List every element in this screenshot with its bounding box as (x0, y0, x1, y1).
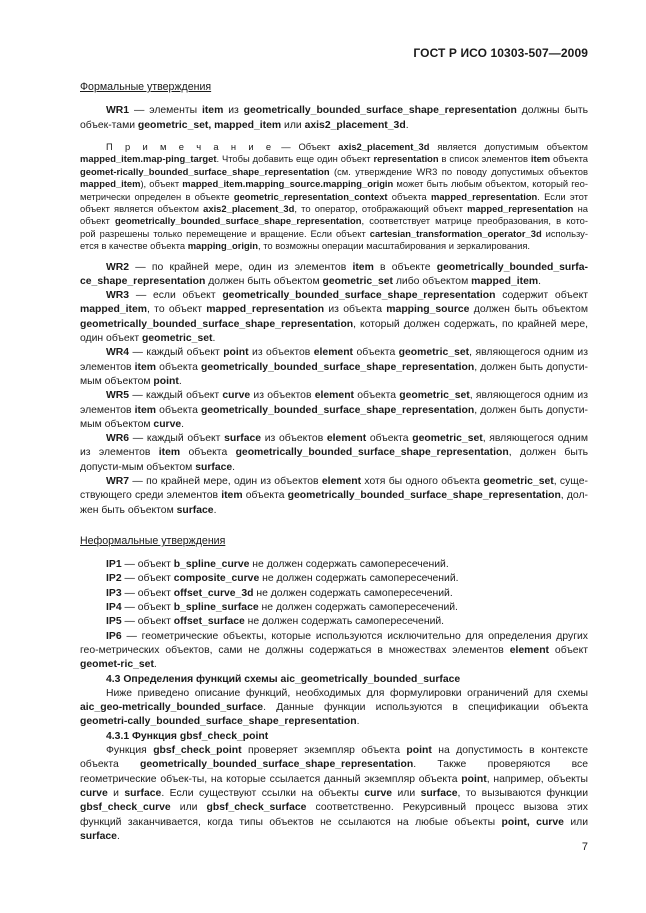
section-4-3-paragraph (80, 687, 588, 730)
bold-term: item (201, 105, 224, 117)
bold-term: geometric_set (399, 390, 470, 402)
text-run: . Чтобы добавить еще один объект (216, 153, 374, 165)
bold-term: geometrically_bounded_surfa-ce_shape_representation (80, 261, 588, 287)
text-run: должен быть объектом (205, 275, 323, 287)
text-run: — объект (121, 559, 174, 571)
bold-term: element (509, 644, 550, 656)
bold-term: point (406, 745, 432, 757)
proposition-ip3 (80, 587, 588, 601)
text-run: из объектов (248, 347, 314, 359)
text-run: не должен содержать самопересечений. (244, 616, 445, 628)
bold-term: geometric_set (398, 347, 470, 359)
rule-wr1 (80, 104, 588, 133)
text-run: не должен содержать самопересечений. (259, 573, 459, 585)
text-run: , то оператор, отображающий объект (294, 202, 468, 214)
text-run: — если объект (129, 290, 223, 302)
text-run: объекта (156, 404, 202, 416)
bold-term: WR4 (106, 347, 130, 359)
text-run: на допустимость в контексте объекта (80, 745, 588, 771)
bold-term: gbsf_check_point (153, 745, 242, 757)
text-run: , соответствует матрице преобразования, в кото-рой разрешены только перемещение и вращение. Если объект (80, 215, 588, 239)
bold-term: point (461, 773, 487, 785)
bold-term: surface (176, 504, 214, 516)
bold-term: axis2_placement_3d (203, 202, 295, 214)
text-run: , дол-жен быть объектом (80, 490, 588, 516)
text-run: либо объектом (392, 275, 472, 287)
text-run: на объект (80, 202, 589, 227)
text-run: — по крайней мере, один из объектов (129, 476, 322, 487)
bold-term: mapped_item.map-ping_target (80, 153, 217, 165)
text-run: . (178, 375, 182, 387)
bold-term: offset_surface (173, 616, 245, 628)
bold-term: WR1 (106, 105, 130, 117)
rule-wr4 (80, 346, 588, 389)
bold-term: IP2 (106, 573, 122, 585)
rule-wr7 (80, 475, 588, 518)
text-run: — по крайней мере, один из элементов (129, 261, 353, 273)
bold-term: WR5 (106, 390, 130, 402)
bold-term: WR7 (106, 476, 130, 487)
proposition-ip1 (80, 558, 588, 572)
text-run: . (356, 716, 360, 728)
text-run: объекта (354, 390, 400, 402)
proposition-ip5 (80, 615, 588, 629)
text-run: или (170, 802, 207, 814)
bold-term: mapped_item (80, 304, 147, 316)
section-4-3-heading: 4.3 Определения функций схемы aic_geometrically_bounded_surface (106, 673, 461, 685)
text-run: , то вызываются функции (457, 787, 588, 799)
text-run: объекта (242, 490, 288, 502)
bold-term: aic_geo-metrically_bounded_surface (80, 702, 264, 714)
bold-term: point (223, 347, 249, 359)
text-run: не должен содержать самопересечений. (258, 602, 458, 614)
formal-statements-heading: Формальные утверждения (80, 81, 212, 93)
text-run: . Если этот объект является объектом (80, 190, 588, 214)
text-run: объекта (387, 190, 431, 202)
text-run: объекта (366, 433, 413, 445)
text-run: — каждый объект (129, 390, 223, 402)
bold-term: mapped_item.mapping_source.mapping_origin (182, 178, 394, 190)
bold-term: geometrically_bounded_surface_shape_representation (287, 490, 561, 502)
text-run: и (107, 787, 125, 799)
bold-term: composite_curve (173, 573, 260, 585)
bold-term: element (321, 476, 362, 487)
bold-term: IP1 (106, 559, 122, 571)
text-run: , то возможны операции масштабирования и зеркалирования. (258, 240, 531, 252)
bold-term: item (134, 404, 157, 416)
bold-term: geometrically_bounded_surface_shape_representation (222, 290, 496, 302)
bold-term: surface (80, 830, 117, 842)
bold-term: item (221, 490, 243, 502)
text-run: в объекте (373, 261, 437, 273)
bold-term: geometric_set (142, 333, 213, 345)
text-run: — каждый объект (129, 347, 224, 359)
text-run: — объект (121, 573, 174, 585)
bold-term: point, curve (501, 816, 564, 828)
text-run: . (213, 504, 217, 516)
bold-term: mapping_origin (187, 240, 259, 252)
text-run: соответственно. Рекурсивный процесс вызова этих функций заканчивается, когда типы объектов не ссылаются на любые объекты (80, 802, 588, 828)
text-run: , то объект (146, 304, 207, 316)
rule-wr3 (80, 289, 588, 346)
bold-term: offset_curve_3d (173, 587, 254, 599)
text-run: объекта (550, 153, 588, 165)
bold-term: surface (224, 433, 262, 445)
bold-term: WR3 (106, 290, 130, 302)
text-run: Ниже приведено описание функций, необходимых для формулировки ограничений для схемы (106, 687, 588, 699)
text-run: — Объект (273, 140, 339, 152)
bold-term: mapped_representation (431, 190, 538, 202)
text-run: , являющегося одним из элементов (80, 390, 589, 416)
proposition-ip6 (80, 630, 588, 673)
text-run: Функция (106, 745, 154, 757)
text-run: содержит объект (495, 290, 589, 302)
bold-term: geometrically_bounded_surface_shape_representation (243, 105, 517, 117)
text-run: объект (549, 644, 589, 656)
bold-term: geometrically_bounded_surface_shape_representation (140, 759, 414, 771)
bold-term: surface (420, 787, 458, 799)
text-run: . (116, 830, 120, 842)
bold-term: curve (153, 418, 182, 430)
text-run: . Данные функции используются в спецификации объекта (263, 702, 588, 714)
text-run: объекта (353, 347, 399, 359)
text-run: — элементы (129, 105, 202, 117)
text-run: , который должен содержать, по крайней мере, один объект (80, 318, 588, 345)
text-run: объекта (180, 447, 236, 459)
text-run: (см. утверждение WR3 по поводу допустимых объектов (329, 165, 588, 177)
text-run: — объект (121, 602, 174, 614)
bold-term: mapped_item (471, 275, 539, 287)
text-run: не должен содержать самопересечений. (249, 559, 449, 571)
text-run: из объектов (250, 390, 315, 402)
bold-term: item (134, 361, 157, 373)
text-run: , должен быть допусти-мым объектом (80, 404, 588, 430)
text-run: — объект (121, 616, 174, 628)
bold-term: element (313, 347, 354, 359)
bold-term: item (158, 447, 181, 459)
bold-term: curve (364, 787, 393, 799)
bold-term: IP6 (106, 630, 122, 642)
bold-term: point (153, 375, 179, 387)
bold-term: axis2_placement_3d (338, 140, 430, 152)
text-run: из объекта (324, 304, 387, 316)
text-run: , суще-ствующего среди элементов (80, 476, 588, 502)
text-run: использу-ется в качестве объекта (80, 227, 588, 252)
bold-term: mapped_item (80, 178, 141, 190)
bold-term: geometri-cally_bounded_surface_shape_representation (80, 716, 357, 728)
text-run: . Также проверяются все геометрические объек-ты, на которые ссылается данный экземпляр объекта (80, 759, 588, 785)
standard-header: ГОСТ Р ИСО 10303-507—2009 (413, 46, 588, 60)
bold-term: geometric_set (322, 275, 393, 287)
rule-wr2 (80, 261, 588, 290)
text-run: , должен быть допусти-мым объектом (80, 447, 589, 473)
text-run: . Если существуют ссылки на объекты (161, 787, 365, 799)
text-run: хотя бы одного объекта (361, 476, 484, 487)
bold-term: mapped_representation (206, 304, 325, 316)
text-run: . (538, 275, 541, 287)
bold-term: geometrically_bounded_surface_shape_representation (80, 318, 354, 330)
bold-term: item (352, 261, 374, 273)
text-run: ), объект (140, 178, 183, 190)
text-run: в список элементов (438, 153, 531, 165)
bold-term: gbsf_check_curve (80, 802, 171, 814)
bold-term: geometric_set (483, 476, 554, 487)
bold-term: curve (80, 787, 108, 799)
note-label: П р и м е ч а н и е (106, 140, 274, 152)
section-4-3-1-paragraph (80, 744, 588, 844)
bold-term: IP3 (106, 587, 122, 599)
bold-term: item (530, 153, 551, 165)
text-run: . (405, 119, 409, 131)
text-run: может быть любым объектом, который гео-метрически определен в объекте (80, 178, 588, 202)
section-4-3-1-heading: 4.3.1 Функция gbsf_check_point (106, 730, 269, 742)
text-run: . (153, 659, 157, 671)
text-run: — объект (121, 587, 174, 599)
bold-term: geometrically_bounded_surface_shape_representation (235, 447, 509, 459)
page-number: 7 (581, 841, 588, 853)
informal-statements-heading: Неформальные утверждения (80, 534, 226, 547)
bold-term: WR2 (106, 261, 130, 273)
bold-term: geometrically_bounded_surface_shape_representation (201, 404, 475, 416)
text-run: , должен быть допусти-мым объектом (80, 361, 588, 387)
rule-wr5 (80, 389, 588, 432)
bold-term: mapped_representation (467, 202, 574, 214)
note-paragraph (80, 141, 588, 253)
text-run: объекта (156, 361, 202, 373)
bold-term: geometric_set, mapped_item (137, 119, 282, 131)
bold-term: axis2_placement_3d (304, 119, 406, 131)
text-run: — геометрические объекты, которые используются исключительно для определения других гео-метрических объектов, сами не должны содержаться в множествах элементов (80, 630, 588, 656)
text-run: или (563, 816, 589, 828)
bold-term: geometrically_bounded_surface_shape_representation (115, 215, 362, 227)
bold-term: geomet-ric_set (80, 659, 154, 671)
bold-term: b_spline_surface (173, 602, 259, 614)
proposition-ip2 (80, 572, 588, 586)
bold-term: geomet-rically_bounded_surface_shape_representation (80, 165, 330, 177)
text-run: , являющегося одним из элементов (80, 347, 588, 373)
text-run: . (181, 418, 185, 430)
text-run: из объектов (261, 433, 327, 445)
text-run: проверяет экземпляр объекта (241, 745, 407, 757)
bold-term: element (314, 390, 355, 402)
bold-term: mapping_source (386, 304, 470, 316)
bold-term: geometric_representation_context (233, 190, 388, 202)
bold-term: IP5 (106, 616, 122, 628)
text-run: или (281, 119, 305, 131)
text-run: — каждый объект (129, 433, 225, 445)
bold-term: representation (373, 153, 439, 165)
text-run: из (223, 105, 244, 117)
bold-term: geometric_set (412, 433, 483, 445)
bold-term: surface (124, 787, 162, 799)
bold-term: WR6 (106, 433, 130, 445)
text-run: или (392, 787, 421, 799)
text-run: не должен содержать самопересечений. (253, 587, 453, 599)
bold-term: element (326, 433, 367, 445)
bold-term: b_spline_curve (173, 559, 250, 571)
text-run: , например, объекты (486, 773, 588, 785)
text-run: . (212, 333, 216, 345)
bold-term: IP4 (106, 602, 122, 614)
text-run: , являющегося одним из элементов (80, 433, 589, 459)
bold-term: gbsf_check_surface (206, 802, 307, 814)
bold-term: surface (195, 461, 233, 473)
page-content (80, 78, 588, 844)
rule-wr6 (80, 432, 588, 475)
text-run: является допустимым объектом (429, 140, 588, 152)
bold-term: geometrically_bounded_surface_shape_representation (201, 361, 475, 373)
text-run: . (232, 461, 236, 473)
text-run: должны быть объек-тами (80, 105, 589, 131)
bold-term: curve (222, 390, 251, 402)
proposition-ip4 (80, 601, 588, 615)
bold-term: cartesian_transformation_operator_3d (369, 227, 542, 239)
text-run: должен быть объектом (469, 304, 588, 316)
